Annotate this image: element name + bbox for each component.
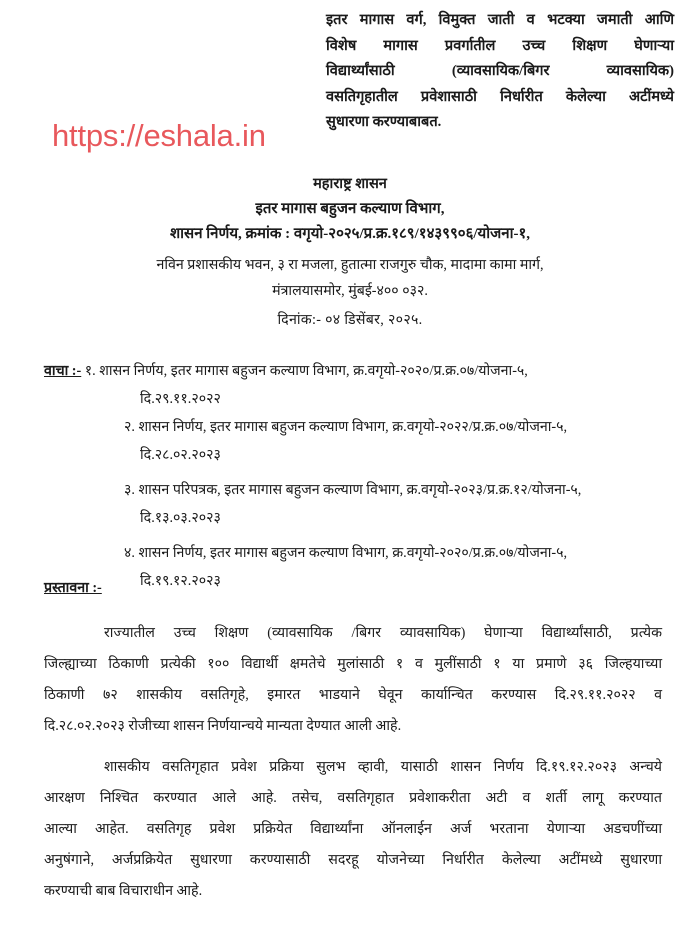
reference-spacer-1 bbox=[44, 469, 662, 476]
title-line-4: वसतिगृहातील प्रवेशासाठी निर्धारीत केलेल्या अटींमध्ये bbox=[326, 88, 674, 105]
reference-row-2 bbox=[44, 413, 662, 441]
reference-text-1: शासन निर्णय, इतर मागास बहुजन कल्याण विभाग, क्र.वगृयो-२०२०/प्र.क्र.०७/योजना-५, bbox=[99, 363, 528, 379]
government-name: महाराष्ट्र शासन bbox=[313, 176, 387, 192]
reference-row-3 bbox=[44, 476, 662, 504]
document-subject-title bbox=[326, 8, 674, 136]
title-line-1: इतर मागास वर्ग, विमुक्त जाती व भटक्या जमाती आणि bbox=[326, 12, 674, 28]
reference-number-1: १. bbox=[84, 363, 96, 379]
references-label: वाचा :- bbox=[44, 363, 82, 379]
reference-date-3: दि.१३.०३.२०२३ bbox=[140, 510, 221, 526]
reference-number-3: ३. bbox=[124, 482, 135, 498]
title-line-3: विद्यार्थ्यांसाठी (व्यावसायिक/बिगर व्यावसायिक) bbox=[326, 63, 674, 79]
issue-date: दिनांक:- ०४ डिसेंबर, २०२५. bbox=[277, 312, 423, 328]
para2-line-5: करण्याची बाब विचाराधीन आहे. bbox=[44, 883, 203, 899]
address-line-1: नविन प्रशासकीय भवन, ३ रा मजला, हुतात्मा राजगुरु चौक, मादामा कामा मार्ग, bbox=[156, 257, 544, 273]
title-line-5: सुधारणा करण्याबाबत. bbox=[326, 114, 442, 130]
reference-text-4: शासन निर्णय, इतर मागास बहुजन कल्याण विभाग, क्र.वगृयो-२०२०/प्र.क्र.०७/योजना-५, bbox=[138, 545, 568, 561]
para1-line-4: दि.२८.०२.२०२३ रोजीच्या शासन निर्णयान्चये मान्यता देण्यात आली आहे. bbox=[44, 718, 402, 734]
reference-number-2: २. bbox=[124, 419, 135, 435]
para2-line-1: शासकीय वसतिगृहात प्रवेश प्रक्रिया सुलभ व्हावी, यासाठी शासन निर्णय दि.१९.१२.२०२३ अन्चये bbox=[104, 759, 662, 775]
preamble-paragraph-2 bbox=[44, 752, 662, 907]
preamble-label: प्रस्तावना :- bbox=[44, 580, 102, 596]
government-header bbox=[0, 172, 700, 247]
reference-text-2: शासन निर्णय, इतर मागास बहुजन कल्याण विभाग, क्र.वगृयो-२०२२/प्र.क्र.०७/योजना-५, bbox=[138, 419, 568, 435]
para2-line-2: आरक्षण निश्चित करण्यात आले आहे. तसेच, वसतिगृहात प्रवेशाकरीता अटी व शर्ती लागू करण्यात bbox=[44, 790, 662, 806]
references-section bbox=[44, 357, 662, 595]
address-line-2: मंत्रालयासमोर, मुंबई-४०० ०३२. bbox=[272, 283, 428, 299]
preamble-paragraph-1 bbox=[44, 618, 662, 742]
site-watermark: https://eshala.in bbox=[52, 118, 266, 153]
gr-number: शासन निर्णय, क्रमांक : वगृयो-२०२५/प्र.क्र.१८९/१४३९९०६/योजना-१, bbox=[169, 226, 531, 242]
para2-line-4: अनुषंगाने, अर्जप्रक्रियेत सुधारणा करण्यासाठी सदरहू योजनेच्या निर्धारीत केलेल्या अटींमध्ये सुधारणा bbox=[44, 852, 662, 868]
department-name: इतर मागास बहुजन कल्याण विभाग, bbox=[255, 201, 445, 217]
reference-row-4 bbox=[44, 539, 662, 567]
para1-line-1: राज्यातील उच्च शिक्षण (व्यावसायिक /बिगर व्यावसायिक) घेणाऱ्या विद्यार्थ्यांसाठी, प्रत्येक bbox=[104, 625, 662, 641]
title-line-2: विशेष मागास प्रवर्गातील उच्च शिक्षण घेणाऱ्या bbox=[326, 37, 674, 54]
reference-date-4: दि.१९.१२.२०२३ bbox=[140, 573, 221, 589]
reference-date-1: दि.२९.११.२०२२ bbox=[140, 391, 221, 407]
para1-line-3: ठिकाणी ७२ शासकीय वसतिगृहे, इमारत भाडयाने घेवून कार्यान्चित करण्यास दि.२९.११.२०२२ व bbox=[44, 687, 662, 703]
reference-row-1 bbox=[44, 357, 662, 385]
reference-date-2: दि.२८.०२.२०२३ bbox=[140, 447, 221, 463]
reference-spacer-2 bbox=[44, 532, 662, 539]
department-address bbox=[0, 252, 700, 333]
reference-number-4: ४. bbox=[124, 545, 135, 561]
preamble-heading bbox=[44, 578, 102, 597]
reference-text-3: शासन परिपत्रक, इतर मागास बहुजन कल्याण विभाग, क्र.वगृयो-२०२३/प्र.क्र.१२/योजना-५, bbox=[138, 482, 582, 498]
para2-line-3: आल्या आहेत. वसतिगृह प्रवेश प्रक्रियेत विद्यार्थ्यांना ऑनलाईन अर्ज भरताना येणाऱ्या अडचणींच्या bbox=[44, 821, 662, 837]
para1-line-2: जिल्ह्याच्या ठिकाणी प्रत्येकी १०० विद्यार्थी क्षमतेचे मुलांसाठी १ व मुलींसाठी १ या प्रमाणे ३६ जिल्हयाच्या bbox=[44, 656, 662, 672]
